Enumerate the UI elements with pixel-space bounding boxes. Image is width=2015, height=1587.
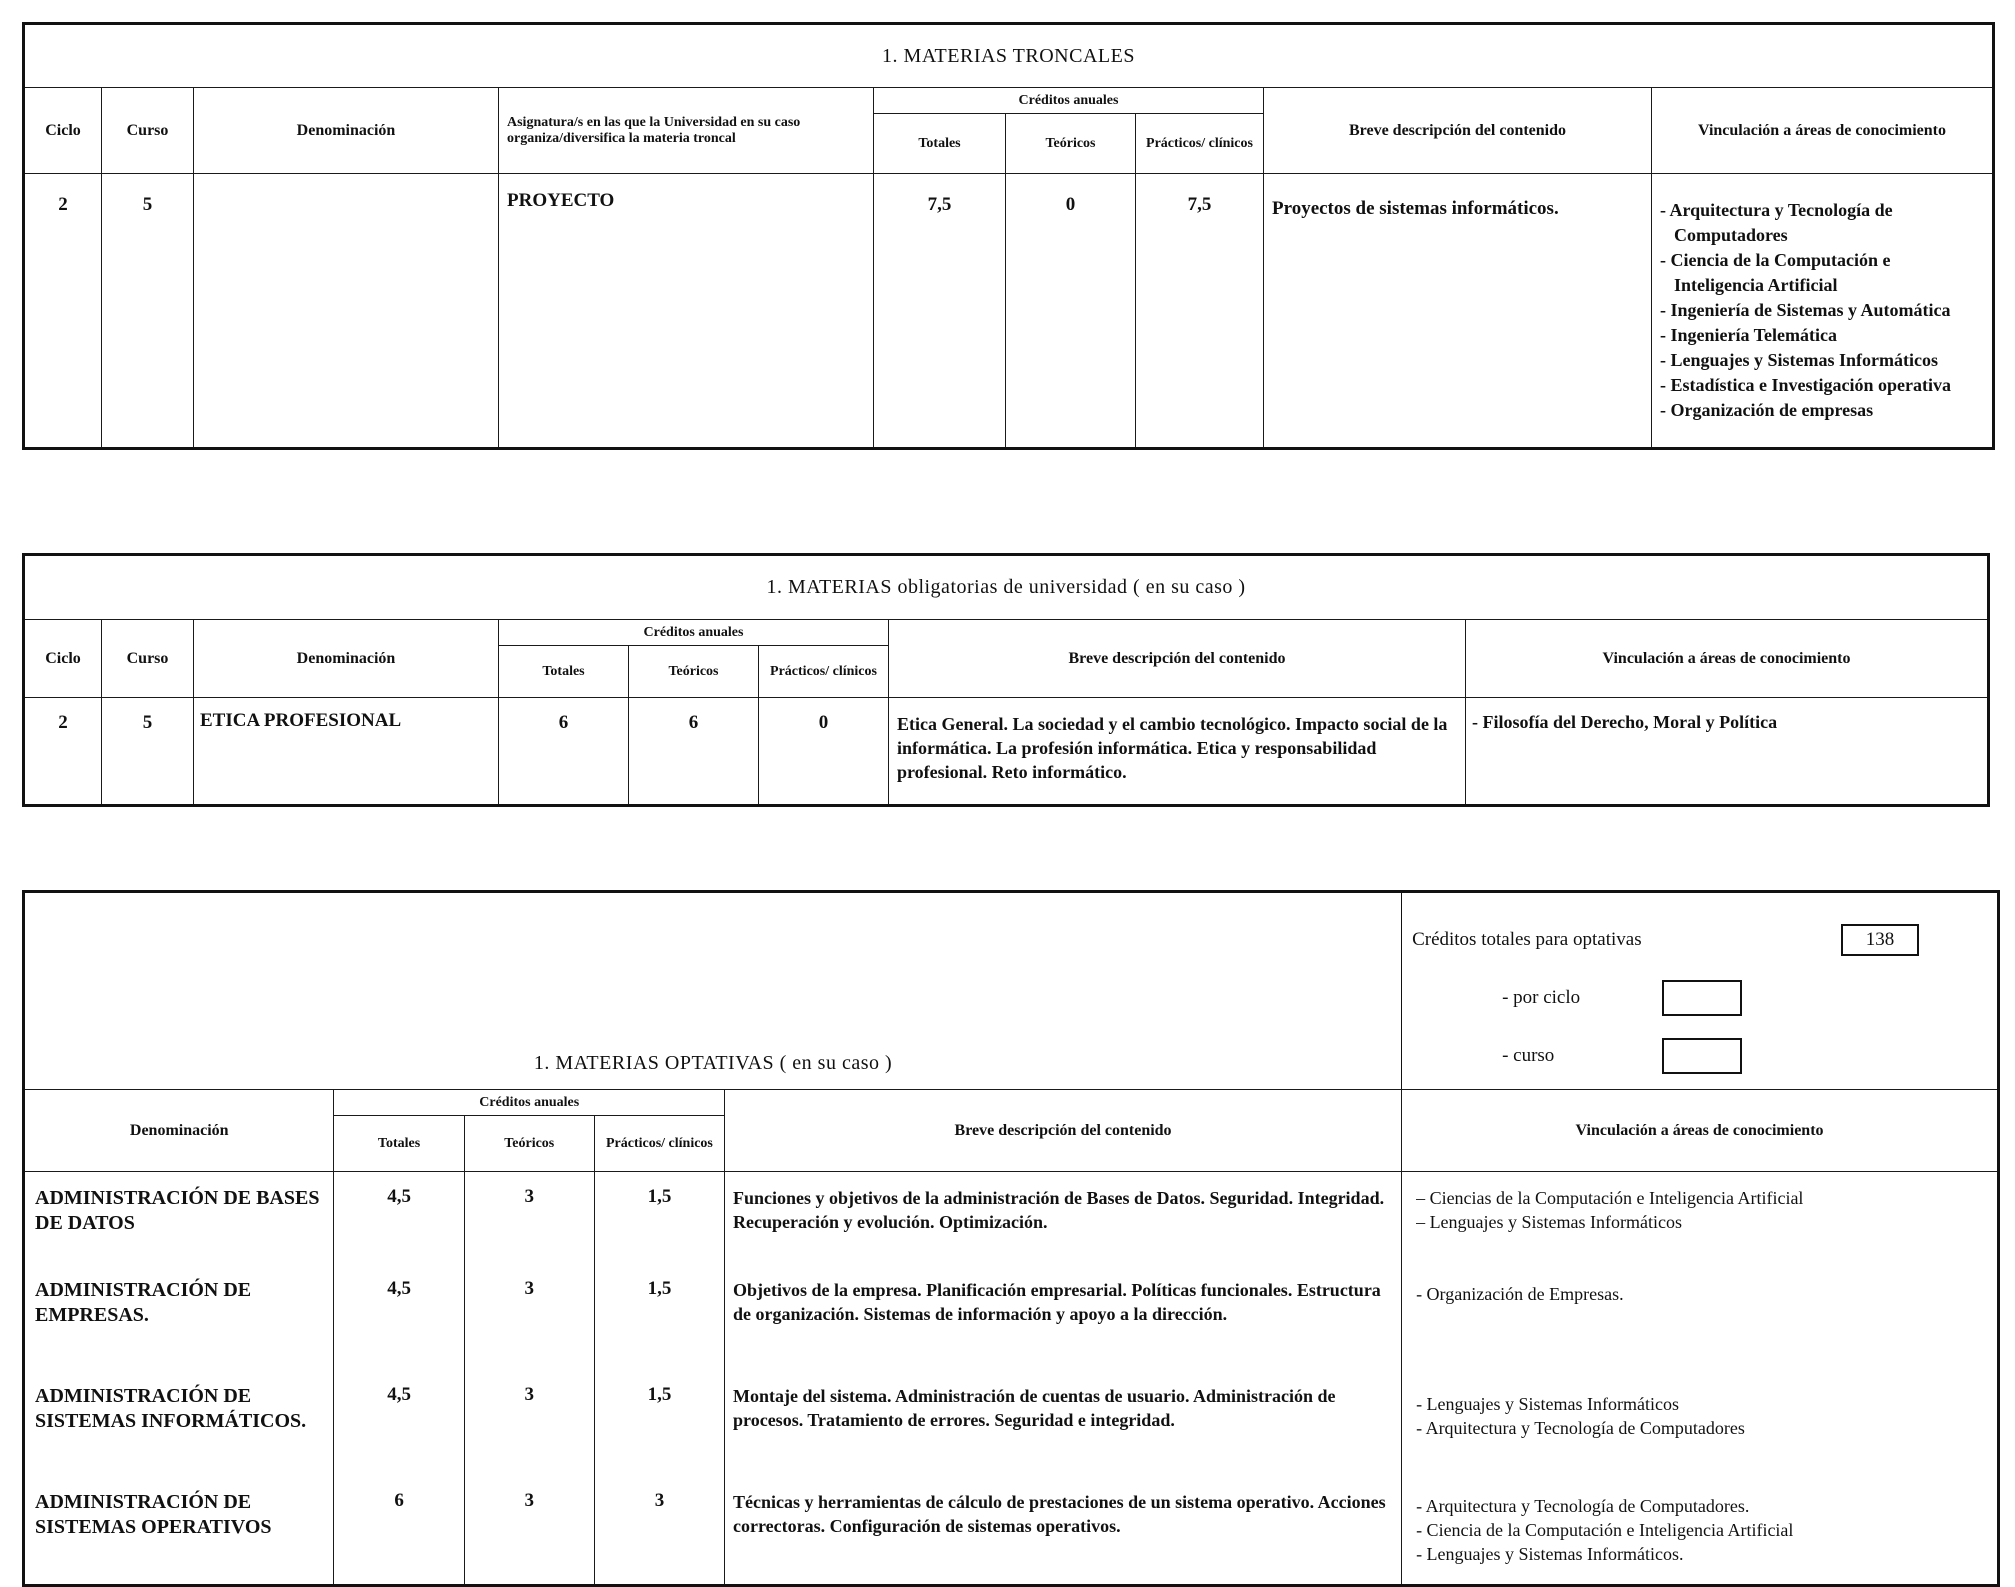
area-item: - Organización de Empresas. — [1416, 1283, 1624, 1304]
cell-curso: 5 — [102, 698, 194, 806]
table-row — [24, 1476, 1999, 1586]
area-item: – Ciencias de la Computación e Inteligencia Artificial — [1416, 1188, 1804, 1208]
optativa-descripcion: Objetivos de la empresa. Planificación empresarial. Políticas funcionales. Estructura de organización. Sistemas de información y apoyo a la dirección. — [725, 1264, 1402, 1370]
optativa-descripcion: Técnicas y herramientas de cálculo de prestaciones de un sistema operativo. Acciones correctoras. Configuración de sistemas operativos. — [725, 1476, 1402, 1586]
header-curso: Curso — [102, 620, 194, 698]
cell-area: - Filosofía del Derecho, Moral y Política — [1466, 698, 1989, 806]
optativa-name: ADMINISTRACIÓN DE SISTEMAS INFORMÁTICOS. — [24, 1370, 334, 1476]
cell-practicos: 7,5 — [1136, 174, 1264, 449]
header-practicos: Prácticos/ clínicos — [594, 1116, 724, 1172]
obligatorias-table — [22, 553, 1990, 807]
header-denominacion: Denominación — [24, 1090, 334, 1172]
header-ciclo: Ciclo — [24, 88, 102, 174]
por-ciclo-box[interactable] — [1662, 980, 1742, 1016]
area-item: Computadores — [1674, 225, 1788, 245]
header-denominacion: Denominación — [194, 620, 499, 698]
cell-areas — [1652, 174, 1994, 449]
header-vinculacion: Vinculación a áreas de conocimiento — [1466, 620, 1989, 698]
table-row — [24, 1172, 1999, 1264]
area-item: - Lenguajes y Sistemas Informáticos — [1416, 1393, 1679, 1414]
cell-asignatura: PROYECTO — [499, 174, 874, 449]
header-creditos: Créditos anuales — [499, 620, 889, 646]
header-curso: Curso — [102, 88, 194, 174]
optativa-areas — [1402, 1264, 1999, 1370]
cell-ciclo: 2 — [24, 174, 102, 449]
cell-totales: 7,5 — [874, 174, 1006, 449]
optativa-areas — [1402, 1370, 1999, 1476]
header-descripcion: Breve descripción del contenido — [725, 1090, 1402, 1172]
table-row — [24, 698, 1989, 806]
area-item: - Arquitectura y Tecnología de Computadores. — [1416, 1495, 1750, 1516]
cell-ciclo: 2 — [24, 698, 102, 806]
creditos-totales-label: Créditos totales para optativas — [1412, 929, 1642, 950]
optativa-descripcion: Funciones y objetivos de la administración de Bases de Datos. Seguridad. Integridad. Recuperación y evolución. Optimización. — [725, 1172, 1402, 1264]
obligatorias-title: 1. MATERIAS obligatorias de universidad ( en su caso ) — [24, 555, 1989, 620]
credits-panel — [1402, 892, 1999, 1090]
optativa-practicos: 1,5 — [594, 1264, 724, 1370]
cell-teoricos: 6 — [629, 698, 759, 806]
optativa-teoricos: 3 — [464, 1264, 594, 1370]
area-item: - Arquitectura y Tecnología de Computadores — [1416, 1417, 1745, 1438]
optativa-totales: 4,5 — [334, 1264, 464, 1370]
curso-box[interactable] — [1662, 1038, 1742, 1074]
header-descripcion: Breve descripción del contenido — [889, 620, 1466, 698]
area-item: - Lenguajes y Sistemas Informáticos — [1660, 350, 1938, 370]
area-item: - Ingeniería de Sistemas y Automática — [1660, 300, 1951, 320]
optativa-totales: 6 — [334, 1476, 464, 1586]
optativa-name: ADMINISTRACIÓN DE SISTEMAS OPERATIVOS — [24, 1476, 334, 1586]
area-item: - Lenguajes y Sistemas Informáticos. — [1416, 1543, 1684, 1564]
cell-practicos: 0 — [759, 698, 889, 806]
optativa-practicos: 1,5 — [594, 1172, 724, 1264]
optativa-practicos: 1,5 — [594, 1370, 724, 1476]
cell-denominacion — [194, 174, 499, 449]
header-teoricos: Teóricos — [629, 646, 759, 698]
troncales-table — [22, 22, 1995, 450]
creditos-totales-box[interactable]: 138 — [1841, 924, 1919, 956]
header-totales: Totales — [874, 114, 1006, 174]
optativa-teoricos: 3 — [464, 1476, 594, 1586]
header-asignatura: Asignatura/s en las que la Universidad en su caso organiza/diversifica la materia troncal — [499, 88, 874, 174]
area-item: - Organización de empresas — [1660, 400, 1874, 420]
optativa-name: ADMINISTRACIÓN DE BASES DE DATOS — [24, 1172, 334, 1264]
troncales-title: 1. MATERIAS TRONCALES — [24, 24, 1994, 88]
cell-totales: 6 — [499, 698, 629, 806]
curso-label: - curso — [1502, 1045, 1555, 1066]
cell-denominacion: ETICA PROFESIONAL — [194, 698, 499, 806]
optativa-practicos: 3 — [594, 1476, 724, 1586]
cell-curso: 5 — [102, 174, 194, 449]
optativas-title: 1. MATERIAS OPTATIVAS ( en su caso ) — [24, 892, 1402, 1090]
cell-descripcion: Etica General. La sociedad y el cambio tecnológico. Impacto social de la informática. La profesión informática. Etica y responsabilidad profesional. Reto informático. — [889, 698, 1466, 806]
cell-descripcion: Proyectos de sistemas informáticos. — [1264, 174, 1652, 449]
optativa-teoricos: 3 — [464, 1370, 594, 1476]
area-item: - Ciencia de la Computación e Inteligencia Artificial — [1416, 1519, 1794, 1540]
header-totales: Totales — [499, 646, 629, 698]
header-vinculacion: Vinculación a áreas de conocimiento — [1402, 1090, 1999, 1172]
header-descripcion: Breve descripción del contenido — [1264, 88, 1652, 174]
optativa-areas — [1402, 1172, 1999, 1264]
header-ciclo: Ciclo — [24, 620, 102, 698]
optativa-descripcion: Montaje del sistema. Administración de cuentas de usuario. Administración de procesos. Tratamiento de errores. Seguridad e integridad. — [725, 1370, 1402, 1476]
optativas-table — [22, 890, 2000, 1587]
header-totales: Totales — [334, 1116, 464, 1172]
table-row — [24, 1264, 1999, 1370]
header-practicos: Prácticos/ clínicos — [759, 646, 889, 698]
area-item: - Arquitectura y Tecnología de — [1660, 200, 1893, 220]
area-item: - Ingeniería Telemática — [1660, 325, 1837, 345]
optativa-name: ADMINISTRACIÓN DE EMPRESAS. — [24, 1264, 334, 1370]
header-denominacion: Denominación — [194, 88, 499, 174]
area-item: - Estadística e Investigación operativa — [1660, 375, 1951, 395]
optativa-teoricos: 3 — [464, 1172, 594, 1264]
area-item: – Lenguajes y Sistemas Informáticos — [1416, 1212, 1683, 1232]
header-teoricos: Teóricos — [1006, 114, 1136, 174]
optativa-areas — [1402, 1476, 1999, 1586]
optativa-totales: 4,5 — [334, 1172, 464, 1264]
header-vinculacion: Vinculación a áreas de conocimiento — [1652, 88, 1994, 174]
header-creditos: Créditos anuales — [874, 88, 1264, 114]
por-ciclo-label: - por ciclo — [1502, 987, 1581, 1008]
area-item: - Ciencia de la Computación e — [1660, 250, 1891, 270]
cell-teoricos: 0 — [1006, 174, 1136, 449]
header-creditos: Créditos anuales — [334, 1090, 725, 1116]
header-teoricos: Teóricos — [464, 1116, 594, 1172]
header-practicos: Prácticos/ clínicos — [1136, 114, 1264, 174]
table-row — [24, 1370, 1999, 1476]
table-row — [24, 174, 1994, 449]
optativa-totales: 4,5 — [334, 1370, 464, 1476]
area-item: Inteligencia Artificial — [1674, 275, 1838, 295]
